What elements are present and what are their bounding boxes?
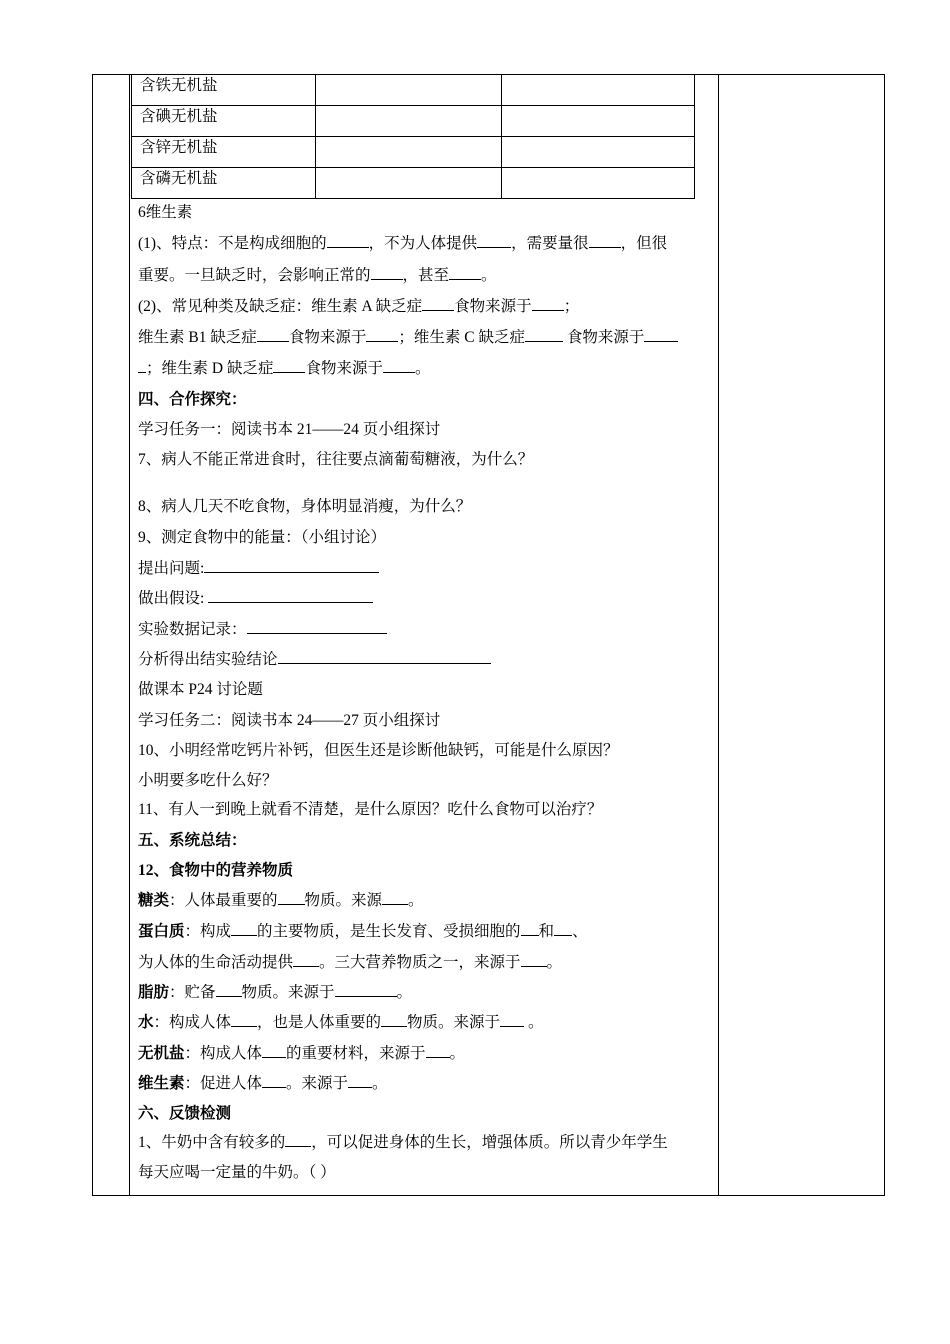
sugar-line [138,889,424,913]
answer-blank[interactable] [521,951,547,967]
table-cell-blank [502,137,695,168]
text: 。 [524,1014,544,1031]
text: ，需要量很 [511,235,589,252]
text: ，不为人体提供 [368,235,478,252]
section-4-title: 四、合作探究： [138,391,247,408]
table-cell-blank [316,137,502,168]
text: 物质。来源于 [407,1014,501,1031]
answer-blank[interactable] [554,920,572,936]
text: ：贮备 [169,984,216,1001]
column-divider-right [718,74,719,1196]
answer-blank[interactable] [366,326,398,342]
text: 食物来源于 [562,329,645,346]
section-5-title: 五、系统总结： [138,832,247,849]
text: 。 [546,954,563,971]
table-cell-name: 含碘无机盐 [132,106,316,137]
answer-blank[interactable] [293,951,319,967]
answer-blank[interactable] [422,295,454,311]
hypothesis-line [138,587,373,611]
text: ：构成 [184,923,232,940]
answer-blank[interactable] [426,1042,450,1058]
text: 重要。一旦缺乏时，会影响正常的 [138,267,371,284]
text: 。 [414,360,431,377]
text: 。 [449,1045,466,1062]
text: ，甚至 [402,267,450,284]
text: 的主要物质，是生长发育、受损细胞的 [257,923,521,940]
answer-blank[interactable] [208,587,373,603]
table-cell-blank [502,75,695,106]
textbook-p24: 做课本 P24 讨论题 [138,681,263,698]
answer-blank[interactable] [231,1011,257,1027]
label: 蛋白质 [138,923,185,940]
text: 维生素 B1 缺乏症 [138,329,257,346]
text: 分析得出结实验结论 [138,651,278,668]
text: 。 [372,1075,388,1092]
table-row [132,75,695,106]
text: (2)、常见种类及缺乏症：维生素 A 缺乏症 [138,298,423,315]
table-cell-blank [502,106,695,137]
fat-line [138,981,412,1005]
text: 提出问题: [138,560,205,577]
table-cell-name: 含锌无机盐 [132,137,316,168]
answer-blank[interactable] [383,357,415,373]
answer-blank[interactable] [216,981,242,997]
label: 糖类 [138,892,170,909]
feedback-question-1 [138,1131,668,1155]
task-2: 学习任务二：阅读书本 24——27 页小组探讨 [138,712,441,729]
text: 食物来源于 [305,360,383,377]
text: 做出假设: [138,590,209,607]
text: ：人体最重要的 [169,892,278,909]
table-row [132,137,695,168]
task-1: 学习任务一：阅读书本 21——24 页小组探讨 [138,421,441,438]
table-row [132,106,695,137]
answer-blank[interactable] [262,1042,286,1058]
table-cell-blank [316,106,502,137]
answer-blank[interactable] [247,618,387,634]
answer-blank[interactable] [278,889,305,905]
text: 食物来源于 [288,329,367,346]
answer-blank[interactable] [285,1131,311,1147]
label: 维生素 [138,1075,185,1092]
table-cell-blank [316,75,502,106]
text: ：构成人体 [153,1014,232,1031]
text: 和 [538,923,555,940]
text: 。 [408,892,424,909]
answer-blank[interactable] [525,326,563,342]
question-7: 7、病人不能正常进食时，往往要点滴葡萄糖液，为什么？ [138,451,534,468]
answer-blank[interactable] [500,1011,524,1027]
text: ；维生素 C 缺乏症 [398,329,525,346]
text: 。 [396,984,413,1001]
vitamin-heading-text: 6维生素 [138,204,193,221]
vitamin-d-line [138,357,430,381]
table-cell-name: 含磷无机盐 [132,168,316,199]
text: ：促进人体 [184,1075,263,1092]
conclusion-line [138,648,491,672]
answer-blank[interactable] [477,232,511,248]
label: 脂肪 [138,984,170,1001]
vitamin-summary-line [138,1072,388,1096]
answer-blank[interactable] [521,920,539,936]
ask-question-line [138,557,379,581]
answer-blank[interactable] [532,295,564,311]
answer-blank[interactable] [348,1072,372,1088]
text: 、 [572,923,588,940]
feedback-question-1-b: 每天应喝一定量的牛奶。（ ） [138,1164,336,1181]
text: 食物来源于 [454,298,532,315]
label: 水 [138,1014,154,1031]
table-cell-name: 含铁无机盐 [132,75,316,106]
mineral-salt-table [131,74,695,199]
answer-blank[interactable] [273,357,305,373]
answer-blank[interactable] [335,981,397,997]
column-divider-left [129,74,130,1196]
question-9: 9、测定食物中的能量：（小组讨论） [138,529,387,546]
text: (1)、特点：不是构成细胞的 [138,235,327,252]
question-8: 8、病人几天不吃食物，身体明显消瘦，为什么？ [138,498,472,515]
text: 实验数据记录： [138,621,247,638]
question-10: 10、小明经常吃钙片补钙，但医生还是诊断他缺钙，可能是什么原因？ [138,742,619,759]
section-6-title: 六、反馈检测 [138,1105,232,1122]
text: 1、牛奶中含有较多的 [138,1134,286,1151]
answer-blank[interactable] [449,264,481,280]
answer-blank[interactable] [138,357,146,373]
answer-blank[interactable] [262,1072,286,1088]
text: 。三大营养物质之一，来源于 [319,954,521,971]
water-line [138,1011,543,1035]
vitamin-heading [138,201,192,225]
table-cell-blank [316,168,502,199]
question-11: 11、有人一到晚上就看不清楚，是什么原因？吃什么食物可以治疗？ [138,801,603,818]
text: 。 [481,267,497,284]
vitamin-features-line [138,232,667,256]
answer-blank[interactable] [257,326,289,342]
text: ，可以促进身体的生长，增强体质。所以青少年学生 [311,1134,668,1151]
text: ，也是人体重要的 [257,1014,382,1031]
answer-blank[interactable] [278,648,491,664]
text: 物质。来源于 [241,984,335,1001]
answer-blank[interactable] [382,889,408,905]
text: 物质。来源 [304,892,383,909]
answer-blank[interactable] [231,920,257,936]
answer-blank[interactable] [204,557,379,573]
answer-blank[interactable] [381,1011,407,1027]
question-10-b: 小明要多吃什么好？ [138,772,278,789]
answer-blank[interactable] [371,264,403,280]
answer-blank[interactable] [644,326,678,342]
protein-line [138,920,588,944]
question-12: 12、食物中的营养物质 [138,862,294,879]
text: 。来源于 [286,1075,349,1092]
label: 无机盐 [138,1045,185,1062]
table-cell-blank [502,168,695,199]
text: 为人体的生命活动提供 [138,954,294,971]
vitamin-b1-c-line [138,326,678,350]
text: ； [563,298,580,315]
data-record-line [138,618,387,642]
vitamin-types-line [138,295,579,319]
answer-blank[interactable] [327,232,369,248]
answer-blank[interactable] [589,232,621,248]
protein-line-2 [138,951,562,975]
vitamin-features-line-2 [138,264,497,288]
text: ：构成人体 [184,1045,263,1062]
table-row [132,168,695,199]
text: ；维生素 D 缺乏症 [146,360,274,377]
text: ，但很 [620,235,668,252]
text: 的重要材料，来源于 [286,1045,426,1062]
mineral-line [138,1042,465,1066]
